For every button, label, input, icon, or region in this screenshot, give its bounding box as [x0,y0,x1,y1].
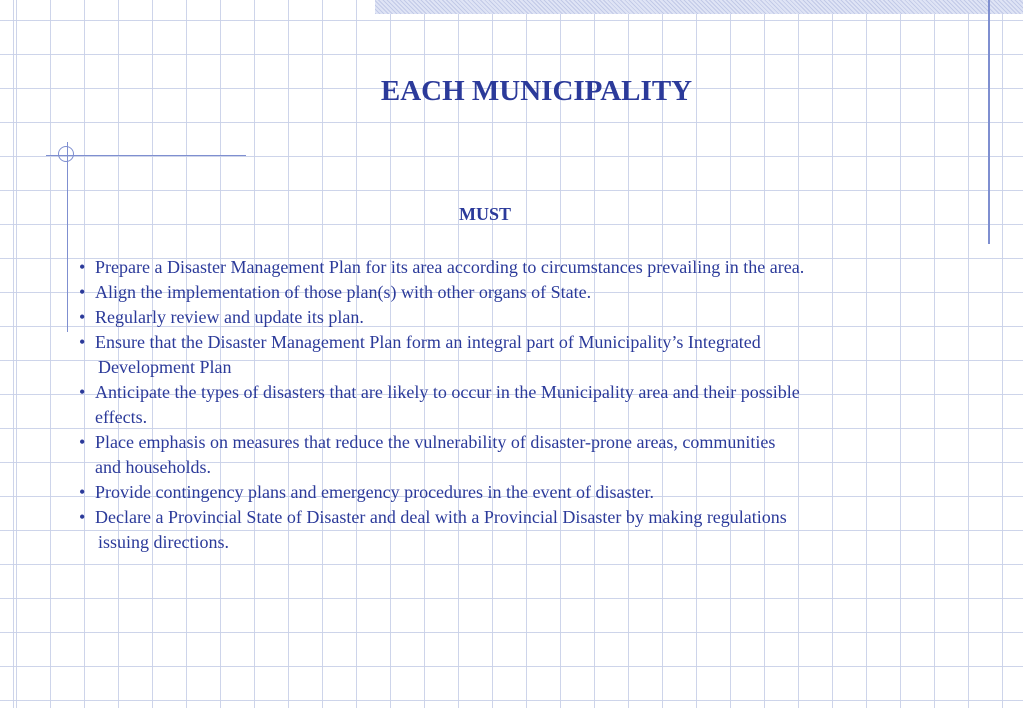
decorative-circle-icon [58,146,74,162]
bullet-icon: • [79,282,86,302]
right-decorative-rule [988,0,990,244]
bullet-icon: • [79,332,86,352]
list-item-text: Regularly review and update its plan. [95,307,364,327]
list-item-text: Align the implementation of those plan(s) with other organs of State. [95,282,592,302]
list-item-text: Ensure that the Disaster Management Plan form an integral part of Municipality’s Integrated [95,332,761,352]
bullet-icon: • [79,257,86,277]
bullet-list [77,255,957,555]
list-item-text: Declare a Provincial State of Disaster and deal with a Provincial Disaster by making regulations [95,507,787,527]
decorative-vertical-line [67,142,68,332]
bullet-icon: • [79,432,86,452]
decorative-horizontal-line [46,155,246,156]
list-item-continuation: Development Plan [98,357,232,377]
top-decorative-band [375,0,1023,14]
list-item-continuation: issuing directions. [98,532,229,552]
bullet-icon: • [79,307,86,327]
list-item [77,280,957,305]
list-item-continuation: effects. [95,407,148,427]
bullet-icon: • [79,382,86,402]
list-item [77,255,957,280]
slide-title: EACH MUNICIPALITY [380,75,693,107]
list-item-text: Provide contingency plans and emergency procedures in the event of disaster. [95,482,654,502]
list-item [77,480,957,505]
list-item [77,430,957,480]
list-item [77,380,957,430]
list-item-continuation: and households. [95,457,211,477]
list-item [77,330,957,380]
slide-subtitle: MUST [458,204,511,224]
list-item-text: Place emphasis on measures that reduce the vulnerability of disaster-prone areas, communities [95,432,776,452]
bullet-icon: • [79,507,86,527]
list-item [77,505,957,555]
bullet-icon: • [79,482,86,502]
list-item [77,305,957,330]
list-item-text: Anticipate the types of disasters that are likely to occur in the Municipality area and their possible [95,382,800,402]
list-item-text: Prepare a Disaster Management Plan for its area according to circumstances prevailing in the area. [95,257,805,277]
